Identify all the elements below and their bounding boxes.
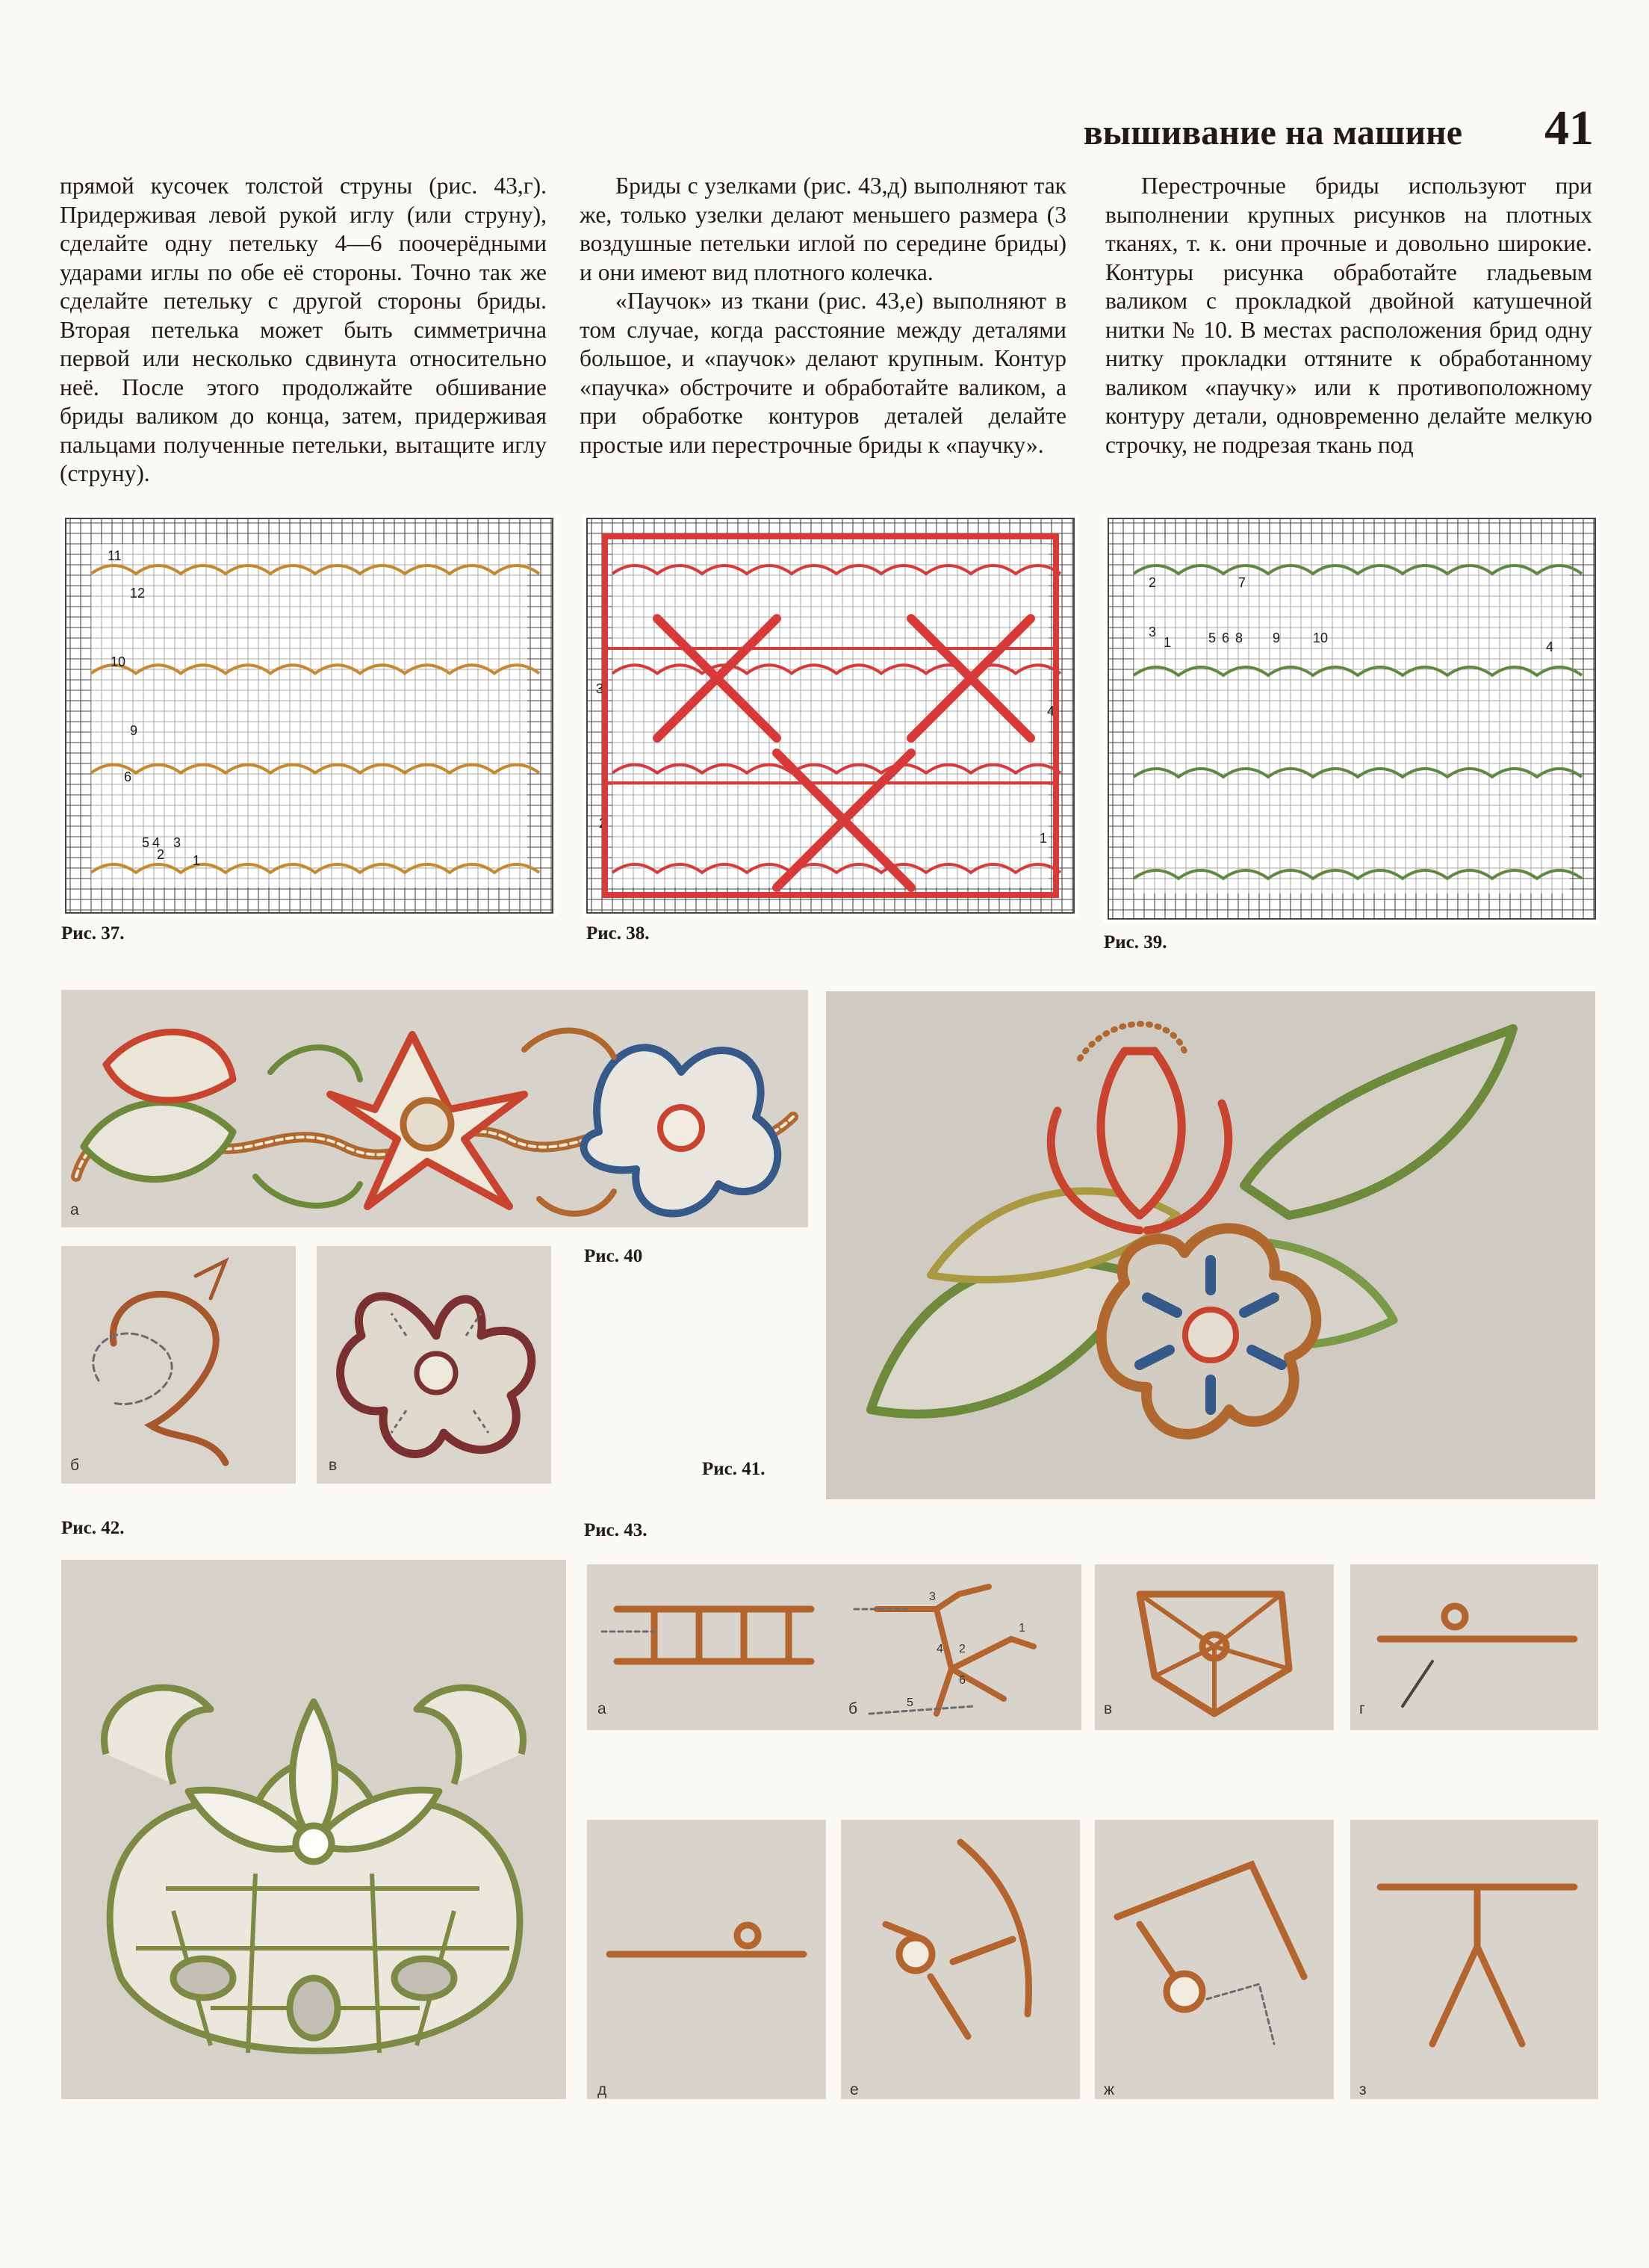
stitch-order-number: 7 [1238,575,1246,590]
fig43-inset-b [839,1564,1078,1730]
fig43-b-number: 2 [959,1643,966,1655]
fig43-inset-g [1350,1564,1598,1730]
fig42-inset-v [317,1246,551,1484]
fig43-b-number: 4 [937,1643,943,1655]
fig43-b-number: 5 [907,1697,913,1709]
fig40-embroidery-border [61,990,808,1227]
stitch-order-number: 3 [1149,625,1157,639]
stitch-order-number: 1 [1040,831,1048,846]
fig41-caption: Рис. 41. [702,1459,766,1479]
fig38-caption: Рис. 38. [586,923,650,944]
stitch-order-number: 5 [1208,630,1217,645]
fig37-caption: Рис. 37. [61,923,125,944]
fig38-drawing [583,514,1078,917]
text-column-3 [1105,172,1592,459]
fig43-b-number: 3 [929,1590,936,1603]
stitch-order-number: 9 [1273,630,1281,645]
stitch-order-number: 10 [111,654,126,669]
fig40-caption: Рис. 40 [584,1246,643,1266]
fig42-sublabel-b: б [70,1457,80,1474]
paragraph: «Паучок» из ткани (рис. 43,е) выполняют в том случае, когда расстояние между деталями большое, и «паучок» делают крупным. Контур «паучка» обстрочите и обработайте валиком, а при обработке контуров деталей делайте простые или перестрочные бриды к «паучку». [580,288,1066,458]
fig43-b-number: 1 [1019,1622,1025,1635]
stitch-order-number: 2 [157,847,165,862]
stitch-order-number: 2 [599,816,607,831]
fig42-inset-b [61,1246,296,1484]
fig41-embroidery-flower [826,991,1595,1499]
fig40-sublabel-a: а [70,1201,79,1218]
stitch-order-number: 9 [130,723,138,738]
fig43-sublabel-e: е [850,2081,859,2098]
paragraph: Бриды с узелками (рис. 43,д) выполняют так же, только узелки делают меньшего размера (3 воздушные петельки иглой по середине бриды) и они имеют вид плотного колечка. [580,173,1066,285]
stitch-order-number: 12 [130,586,146,601]
fig43-inset-e [841,1820,1080,2099]
fig43-sublabel-v: в [1104,1700,1113,1717]
fig42-caption: Рис. 42. [61,1518,125,1538]
fig43-sublabel-d: д [597,2081,607,2098]
stitch-order-number: 4 [1546,639,1554,654]
stitch-order-number: 3 [596,681,604,696]
stitch-order-number: 4 [1047,704,1055,719]
fig43-sublabel-zh: ж [1104,2081,1115,2098]
fig43-sublabel-g: г [1359,1700,1365,1717]
cutwork-medallion [61,1560,566,2099]
cut-area [1134,544,1570,893]
page-number: 41 [1544,101,1594,155]
paragraph: прямой кусочек толстой струны (рис. 43,г). Придерживая левой рукой иглу (или струну), сделайте одну петельку 4—6 поочерёдными ударами иглы по обе её стороны. Точно так же сделайте петельку с другой стороны бриды. Вторая петелька может быть симметрична первой или несколько сдвинута относительно неё. После этого продолжайте обшивание бриды валиком до конца, затем, придерживая пальцами полученные петельки, вытащите иглу (струну). [60,173,547,486]
paragraph: Перестрочные бриды используют при выполнении крупных рисунков на плотных тканях, т. к. они прочные и довольно широкие. Контуры рисунка обработайте гладьевым валиком с прокладкой двойной катушечной нитки № 10. В местах расположения брид одну нитку прокладки оттяните к обработанному валиком «паучку» или к противоположному контуру детали, одновременно делайте мелкую строчку, не подрезая ткань под [1105,173,1592,458]
stitch-order-number: 1 [1164,635,1172,650]
stitch-order-number: 1 [193,853,201,868]
fig43-sublabel-z: з [1359,2081,1367,2098]
fig42-sublabel-v: в [329,1457,338,1474]
fig43-inset-v [1095,1564,1334,1730]
fig37-drawing [61,514,557,917]
fig39-caption: Рис. 39. [1104,932,1167,952]
stitch-order-number: 6 [1222,630,1230,645]
stitch-order-number: 5 [142,835,150,850]
fig43-inset-z [1350,1820,1598,2099]
stitch-order-number: 8 [1235,630,1243,645]
text-column-2 [580,172,1066,459]
fig43-b-number: 6 [959,1674,966,1687]
stitch-order-number: 2 [1149,575,1157,590]
stitch-order-number: 4 [152,835,161,850]
stitch-order-number: 6 [124,769,132,784]
fig43-sublabel-a: а [597,1700,606,1717]
fig39-drawing [1104,514,1600,923]
section-title: вышивание на машине [1083,113,1462,152]
fig43-inset-d [587,1820,826,2099]
stitch-order-number: 11 [108,548,122,563]
fig43-inset-zh [1095,1820,1334,2099]
stitch-order-number: 10 [1313,630,1329,645]
fig43-caption: Рис. 43. [584,1520,648,1540]
fig43-sublabel-b: б [848,1700,858,1717]
stitch-order-number: 3 [173,835,181,850]
text-column-1 [60,172,547,489]
